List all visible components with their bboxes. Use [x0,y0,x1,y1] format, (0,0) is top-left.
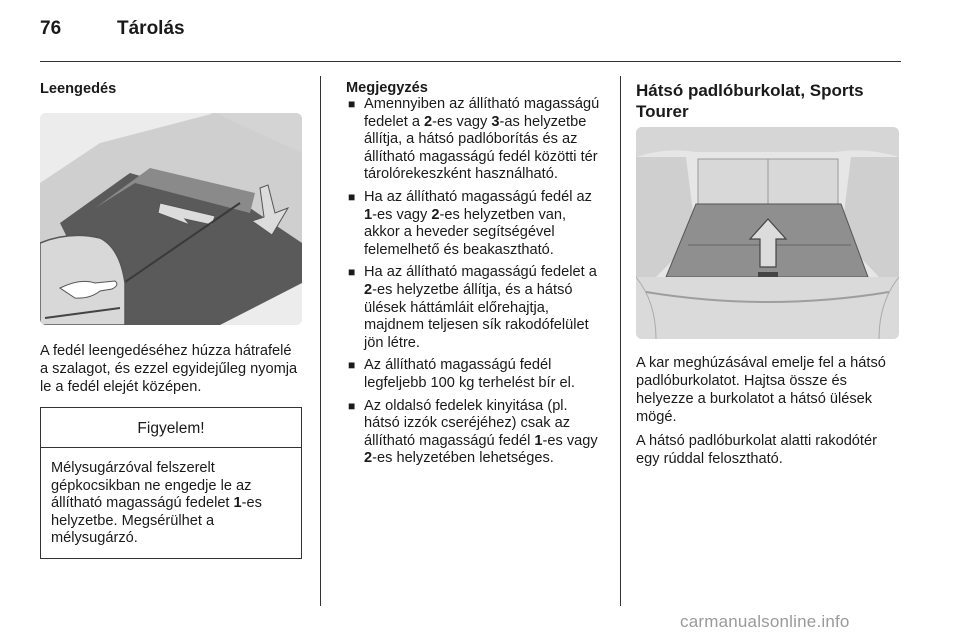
note-text: -es vagy [372,206,432,223]
column-right [636,80,902,468]
header-rule [40,61,901,62]
rear-floor-para-2: A hátsó padlóburkolat alatti rakodótér egy rúddal felosztható. [636,433,877,467]
bullet-square-icon: ■ [348,358,356,373]
warning-body [41,448,301,558]
warning-position-number: 1 [233,495,242,512]
note-bold: 2 [364,450,373,467]
list-item [346,264,604,352]
note-text: Ha az állítható magasságú fedél az [364,188,592,205]
note-text: -es helyzetében lehetséges. [372,450,554,467]
column-left [40,80,302,559]
bullet-square-icon: ■ [348,265,356,280]
rear-floor-cover-illustration [636,127,899,339]
list-item [346,398,604,468]
column-divider-1 [320,76,321,606]
section-heading-lowering: Leengedés [40,81,117,97]
note-bold: 2 [364,281,373,298]
watermark-text: carmanualsonline.info [680,612,850,631]
page-number: 76 [40,18,62,39]
warning-text-2: -es helyzetbe. Megsérülhet a mélysugárzó. [51,495,262,547]
note-heading: Megjegyzés [346,80,428,96]
list-item [346,357,604,392]
note-bold: 2 [424,113,433,130]
note-bold: 1 [364,206,373,223]
note-text: -es helyzetben van, akkor a heveder segítségével felemelhető és beakasztható. [364,206,567,258]
note-text: Az oldalsó fedelek kinyitása (pl. hátsó izzók cseréjéhez) csak az állítható magasságú fedél [364,397,571,449]
warning-box [40,407,302,559]
note-text: -es vagy [542,432,598,449]
note-text: Ha az állítható magasságú fedelet a [364,264,597,281]
note-text: -es vagy [432,113,492,130]
bullet-square-icon: ■ [348,97,356,111]
list-item [346,189,604,259]
note-bold: 3 [491,113,500,130]
note-bold: 2 [431,206,440,223]
column-middle [346,80,604,473]
column-divider-2 [620,76,621,606]
rear-floor-para-1: A kar meghúzásával emelje fel a hátsó padlóburkolatot. Hajtsa össze és helyezze a burkolatot a hátsó ülések mögé. [636,355,886,425]
note-text: Amennyiben az állítható magasságú fedelet a [364,96,600,130]
bullet-square-icon: ■ [348,189,356,204]
note-text: -es helyzetbe állítja, és a hátsó ülések háttámláit előrehajtja, majdnem teljesen sík rakodófelület jön létre. [364,281,589,351]
note-text: -as helyzetbe állítja, a hátsó padlóborítás és az állítható magasságú fedél közötti tér tárolórekeszként használható. [364,113,598,183]
list-item [346,96,604,184]
lowering-paragraph: A fedél leengedéséhez húzza hátrafelé a szalagot, és ezzel egyidejűleg nyomja le a fedél elejét középen. [40,343,298,395]
warning-text-1: Mélysugárzóval felszerelt gépkocsikban ne engedje le az állítható magasságú fedelet [51,460,252,512]
bullet-square-icon: ■ [348,398,356,413]
warning-title: Figyelem! [41,408,301,448]
lowering-cover-illustration [40,113,302,325]
note-bold: 1 [534,432,543,449]
rear-floor-cover-heading: Hátsó padlóburkolat, Sports Tourer [636,81,864,121]
note-list [346,96,604,468]
note-text: Az állítható magasságú fedél legfeljebb 100 kg terhelést bír el. [364,357,575,391]
page-title: Tárolás [117,18,185,39]
